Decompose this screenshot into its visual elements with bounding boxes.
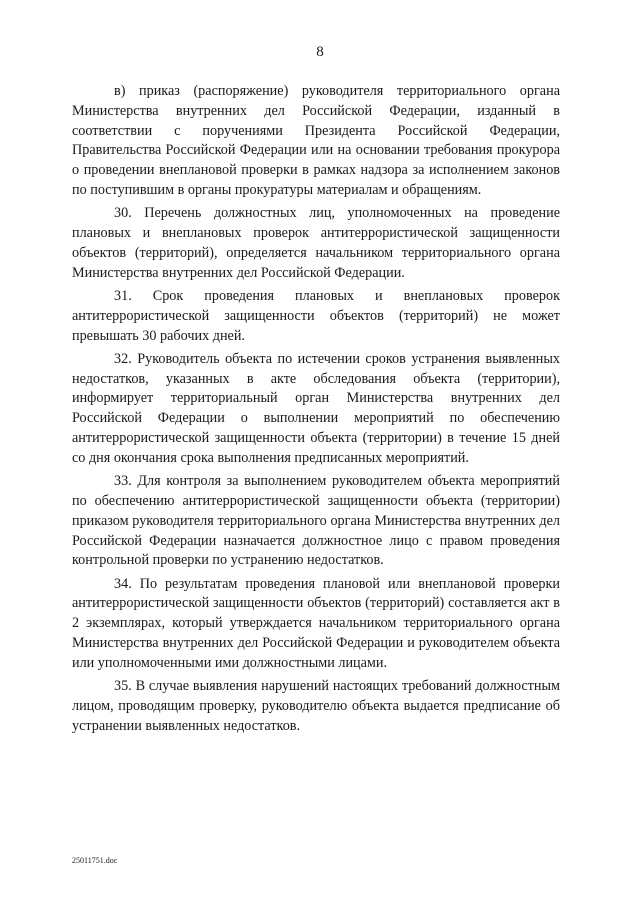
paragraph-34: 34. По результатам проведения плановой или внеплановой проверки антитеррористической защищенности объектов (территорий) составляется акт в 2 экземплярах, который утверждается начальником территориального органа Министерства внутренних дел Российской Федерации и руководителем объекта или уполномоченными ими должностными лицами.	[72, 575, 560, 671]
paragraph-31: 31. Срок проведения плановых и внеплановых проверок антитеррористической защищенности объектов (территорий) не может превышать 30 рабочих дней.	[72, 287, 560, 344]
paragraph-35: 35. В случае выявления нарушений настоящих требований должностным лицом, проводящим проверку, руководителю объекта выдается предписание об устранении выявленных недостатков.	[72, 678, 560, 734]
page-number: 8	[316, 44, 324, 60]
file-name-footer: 25011751.doc	[72, 856, 118, 865]
paragraph-v: в) приказ (распоряжение) руководителя территориального органа Министерства внутренних дел Российской Федерации, изданный в соответствии с поручениями Президента Российской Федерации, Правительства Российской Федерации или на основании требования прокурора о проведении внеплановой проверки в рамках надзора за исполнением законов по поступившим в органы прокуратуры материалам и обращениям.	[72, 83, 560, 198]
paragraph-32: 32. Руководитель объекта по истечении сроков устранения выявленных недостатков, указанных в акте обследования объекта (территории), информирует территориальный орган Министерства внутренних дел Российской Федерации о выполнении мероприятий по обеспечению антитеррористической защищенности объекта (территории) в течение 15 дней со дня окончания срока выполнения предписанных мероприятий.	[72, 350, 560, 466]
paragraph-30: 30. Перечень должностных лиц, уполномоченных на проведение плановых и внеплановых проверок антитеррористической защищенности объектов (территорий), определяется начальником территориального органа Министерства внутренних дел Российской Федерации.	[72, 205, 560, 281]
document-body	[72, 82, 560, 740]
paragraph-33: 33. Для контроля за выполнением руководителем объекта мероприятий по обеспечению антитеррористической защищенности объекта (территории) приказом руководителя территориального органа Министерства внутренних дел Российской Федерации назначается должностное лицо с правом проведения контрольной проверки по устранению недостатков.	[72, 473, 560, 569]
